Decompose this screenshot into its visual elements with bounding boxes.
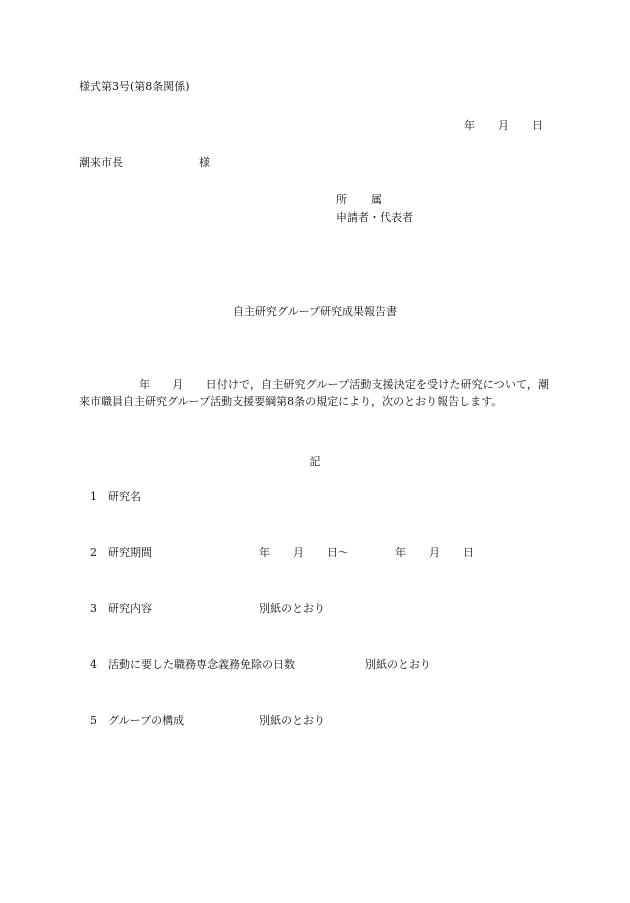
duty-exemption-days-value: 別紙のとおり — [365, 658, 431, 671]
date-day: 日 — [532, 119, 543, 132]
item-number: 4 — [90, 658, 97, 671]
item-number: 5 — [90, 714, 97, 727]
item-label: 研究内容 — [108, 602, 152, 615]
ki-heading: 記 — [309, 455, 321, 468]
item-label: 研究期間 — [108, 546, 152, 559]
addressee-name: 潮来市長 — [79, 156, 123, 169]
item-label: 活動に要した職務専念義務免除の日数 — [108, 658, 295, 671]
affiliation-char-1: 所 — [336, 193, 347, 206]
period-end-month: 月 — [429, 546, 440, 559]
research-period-value — [259, 546, 474, 560]
period-start-month: 月 — [293, 546, 304, 559]
applicant-representative: 申請者・代表者 — [336, 211, 413, 224]
item-label: グループの構成 — [108, 714, 185, 727]
item-research-content — [90, 602, 152, 616]
form-number: 様式第3号(第8条関係) — [79, 80, 190, 93]
affiliation-char-2: 属 — [371, 193, 382, 206]
period-end-day: 日 — [463, 546, 474, 559]
item-number: 1 — [90, 490, 97, 503]
item-group-composition — [90, 714, 184, 728]
date-year: 年 — [464, 119, 475, 132]
affiliation-line — [336, 193, 382, 207]
document-title: 自主研究グループ研究成果報告書 — [232, 305, 398, 318]
research-content-value: 別紙のとおり — [259, 602, 325, 615]
date-line — [464, 119, 543, 133]
item-number: 2 — [90, 546, 97, 559]
body-month: 月 — [172, 378, 184, 391]
addressee-honorific: 様 — [199, 156, 210, 169]
body-paragraph — [79, 376, 549, 410]
date-month: 月 — [498, 119, 509, 132]
item-duty-exemption-days — [90, 658, 295, 672]
item-research-name — [90, 490, 141, 504]
period-end-year: 年 — [395, 546, 406, 559]
body-text: 日付けで，自主研究グループ活動支援決定を受けた研究について，潮来市職員自主研究グループ活動支援要綱第8条の規定により，次のとおり報告します。 — [79, 378, 550, 408]
item-number: 3 — [90, 602, 97, 615]
addressee — [79, 156, 210, 170]
item-research-period — [90, 546, 152, 560]
period-start-year: 年 — [259, 546, 270, 559]
period-start-day: 日〜 — [327, 546, 349, 559]
body-year: 年 — [139, 378, 151, 391]
group-composition-value: 別紙のとおり — [259, 714, 325, 727]
item-label: 研究名 — [108, 490, 141, 503]
